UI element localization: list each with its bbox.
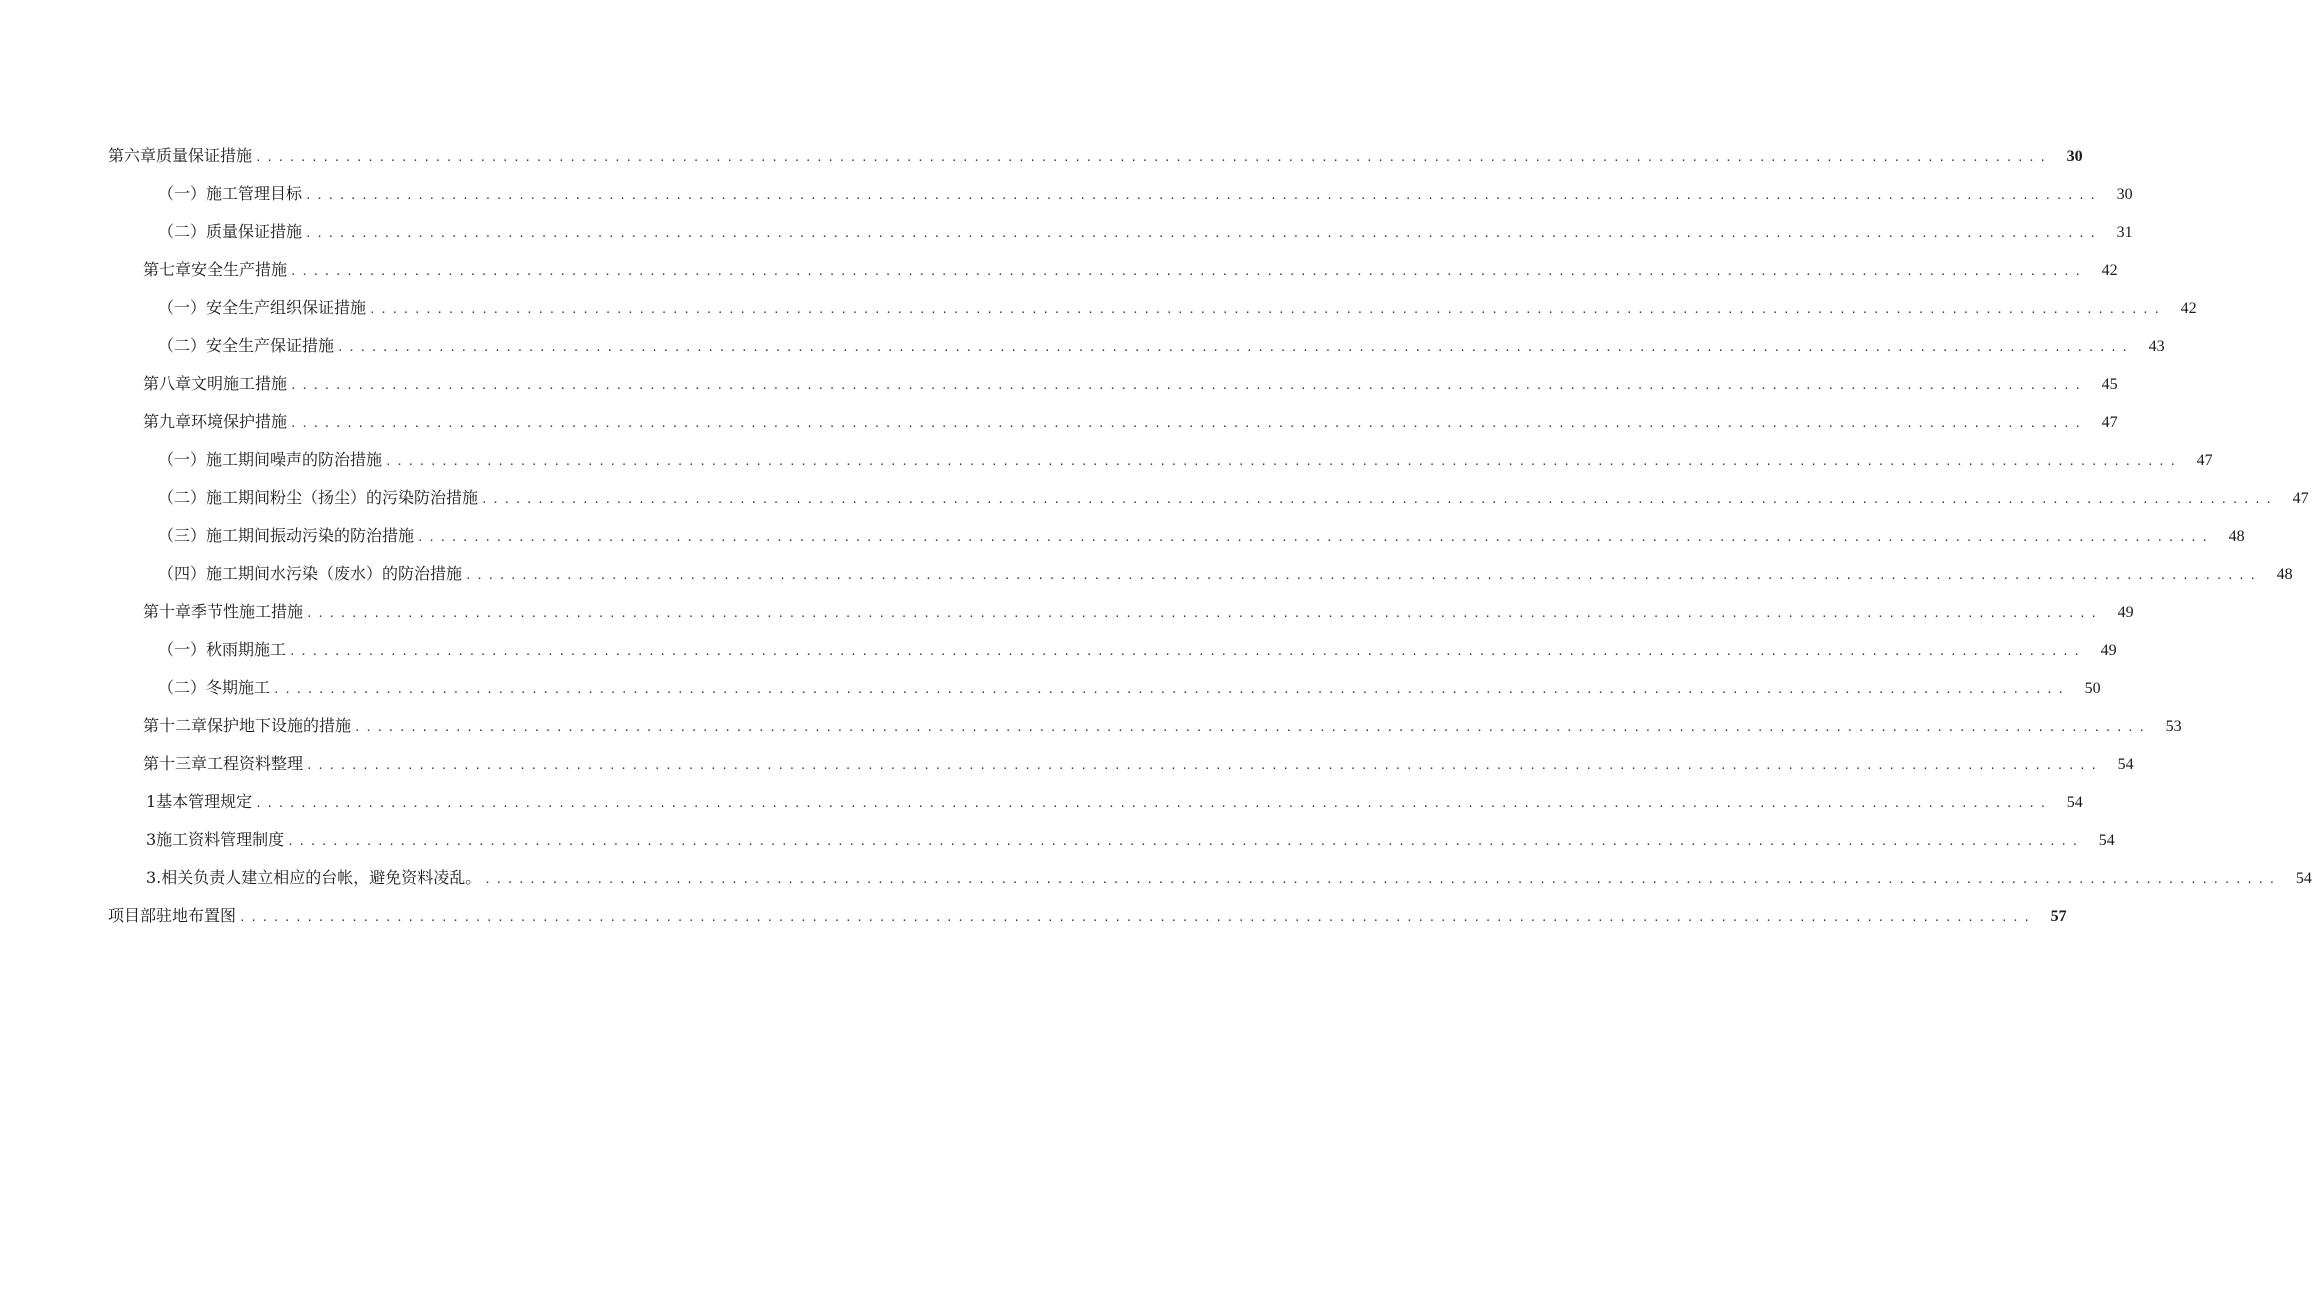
toc-page-number: 54 [2295, 870, 2312, 887]
toc-dot-leader: ................................................................................................................................................................ [354, 721, 2150, 734]
toc-entry[interactable] [0, 674, 2101, 712]
toc-page-number: 57 [2050, 908, 2067, 925]
toc-page-number: 49 [2117, 604, 2134, 621]
toc-page-number: 54 [2098, 832, 2115, 849]
toc-entry-title: 1基本管理规定 [146, 792, 253, 811]
toc-entry[interactable] [0, 218, 2133, 256]
toc-page-number: 30 [2116, 186, 2133, 203]
toc-entry-title: （一）秋雨期施工 [158, 640, 287, 659]
toc-entry-title: 第十章季节性施工措施 [143, 602, 304, 621]
toc-entry[interactable] [0, 446, 2213, 484]
toc-entry[interactable] [0, 522, 2245, 560]
toc-entry[interactable] [0, 370, 2118, 408]
table-of-contents [0, 142, 2312, 940]
toc-entry[interactable] [0, 902, 2067, 940]
toc-page-number: 43 [2148, 338, 2165, 355]
toc-dot-leader: ................................................................................................................................................................ [289, 645, 2085, 658]
toc-page-number: 47 [2196, 452, 2213, 469]
toc-entry-title: 3.相关负责人建立相应的台帐，避免资料凌乱。 [146, 868, 482, 887]
toc-entry[interactable] [0, 712, 2182, 750]
toc-entry-title: （二）冬期施工 [158, 678, 271, 697]
toc-dot-leader: ................................................................................................................................................................ [287, 835, 2083, 848]
toc-dot-leader: ................................................................................................................................................................ [481, 493, 2277, 506]
toc-entry[interactable] [0, 142, 2083, 180]
toc-dot-leader: ................................................................................................................................................................ [273, 683, 2069, 696]
toc-entry[interactable] [0, 256, 2118, 294]
toc-entry-title: 第七章安全生产措施 [143, 260, 288, 279]
toc-entry-title: 第十三章工程资料整理 [143, 754, 304, 773]
toc-entry-title: （四）施工期间水污染（废水）的防治措施 [158, 564, 463, 583]
toc-entry[interactable] [0, 484, 2309, 522]
toc-entry[interactable] [0, 598, 2134, 636]
toc-dot-leader: ................................................................................................................................................................ [290, 379, 2086, 392]
toc-dot-leader: ................................................................................................................................................................ [337, 341, 2133, 354]
toc-dot-leader: ................................................................................................................................................................ [306, 607, 2102, 620]
toc-entry-title: 第九章环境保护措施 [143, 412, 288, 431]
toc-dot-leader: ................................................................................................................................................................ [255, 151, 2051, 164]
toc-entry[interactable] [0, 826, 2115, 864]
toc-page-number: 47 [2101, 414, 2118, 431]
toc-entry-title: 第十二章保护地下设施的措施 [143, 716, 352, 735]
toc-entry[interactable] [0, 864, 2312, 902]
toc-entry[interactable] [0, 636, 2117, 674]
toc-page-number: 54 [2117, 756, 2134, 773]
toc-entry-title: （一）安全生产组织保证措施 [158, 298, 367, 317]
toc-page-number: 50 [2084, 680, 2101, 697]
toc-entry-title: 项目部驻地布置图 [108, 906, 237, 925]
toc-entry-title: （一）施工管理目标 [158, 184, 303, 203]
toc-dot-leader: ................................................................................................................................................................ [239, 911, 2035, 924]
toc-entry-title: （二）质量保证措施 [158, 222, 303, 241]
toc-dot-leader: ................................................................................................................................................................ [484, 873, 2280, 886]
toc-dot-leader: ................................................................................................................................................................ [305, 189, 2101, 202]
toc-dot-leader: ................................................................................................................................................................ [290, 265, 2086, 278]
toc-entry[interactable] [0, 788, 2083, 826]
toc-entry[interactable] [0, 408, 2118, 446]
toc-dot-leader: ................................................................................................................................................................ [385, 455, 2181, 468]
toc-page-number: 48 [2228, 528, 2245, 545]
toc-entry-title: （二）施工期间粉尘（扬尘）的污染防治措施 [158, 488, 479, 507]
toc-page-number: 42 [2180, 300, 2197, 317]
toc-page-number: 54 [2066, 794, 2083, 811]
toc-dot-leader: ................................................................................................................................................................ [290, 417, 2086, 430]
toc-dot-leader: ................................................................................................................................................................ [305, 227, 2101, 240]
toc-entry-title: 第六章质量保证措施 [108, 146, 253, 165]
toc-page-number: 53 [2165, 718, 2182, 735]
toc-dot-leader: ................................................................................................................................................................ [306, 759, 2102, 772]
toc-entry[interactable] [0, 294, 2197, 332]
toc-page-number: 42 [2101, 262, 2118, 279]
toc-entry-title: （二）安全生产保证措施 [158, 336, 335, 355]
toc-entry-title: （一）施工期间噪声的防治措施 [158, 450, 383, 469]
toc-entry-title: 第八章文明施工措施 [143, 374, 288, 393]
toc-entry-title: 3施工资料管理制度 [146, 830, 285, 849]
toc-entry[interactable] [0, 180, 2133, 218]
toc-page-number: 49 [2100, 642, 2117, 659]
toc-page-number: 48 [2276, 566, 2293, 583]
toc-dot-leader: ................................................................................................................................................................ [369, 303, 2165, 316]
toc-page-number: 31 [2116, 224, 2133, 241]
toc-entry[interactable] [0, 560, 2293, 598]
toc-page-number: 47 [2292, 490, 2309, 507]
toc-entry[interactable] [0, 750, 2134, 788]
toc-dot-leader: ................................................................................................................................................................ [255, 797, 2051, 810]
toc-dot-leader: ................................................................................................................................................................ [417, 531, 2213, 544]
toc-entry-title: （三）施工期间振动污染的防治措施 [158, 526, 415, 545]
toc-entry[interactable] [0, 332, 2165, 370]
toc-page-number: 45 [2101, 376, 2118, 393]
toc-dot-leader: ................................................................................................................................................................ [465, 569, 2261, 582]
toc-page-number: 30 [2066, 148, 2083, 165]
